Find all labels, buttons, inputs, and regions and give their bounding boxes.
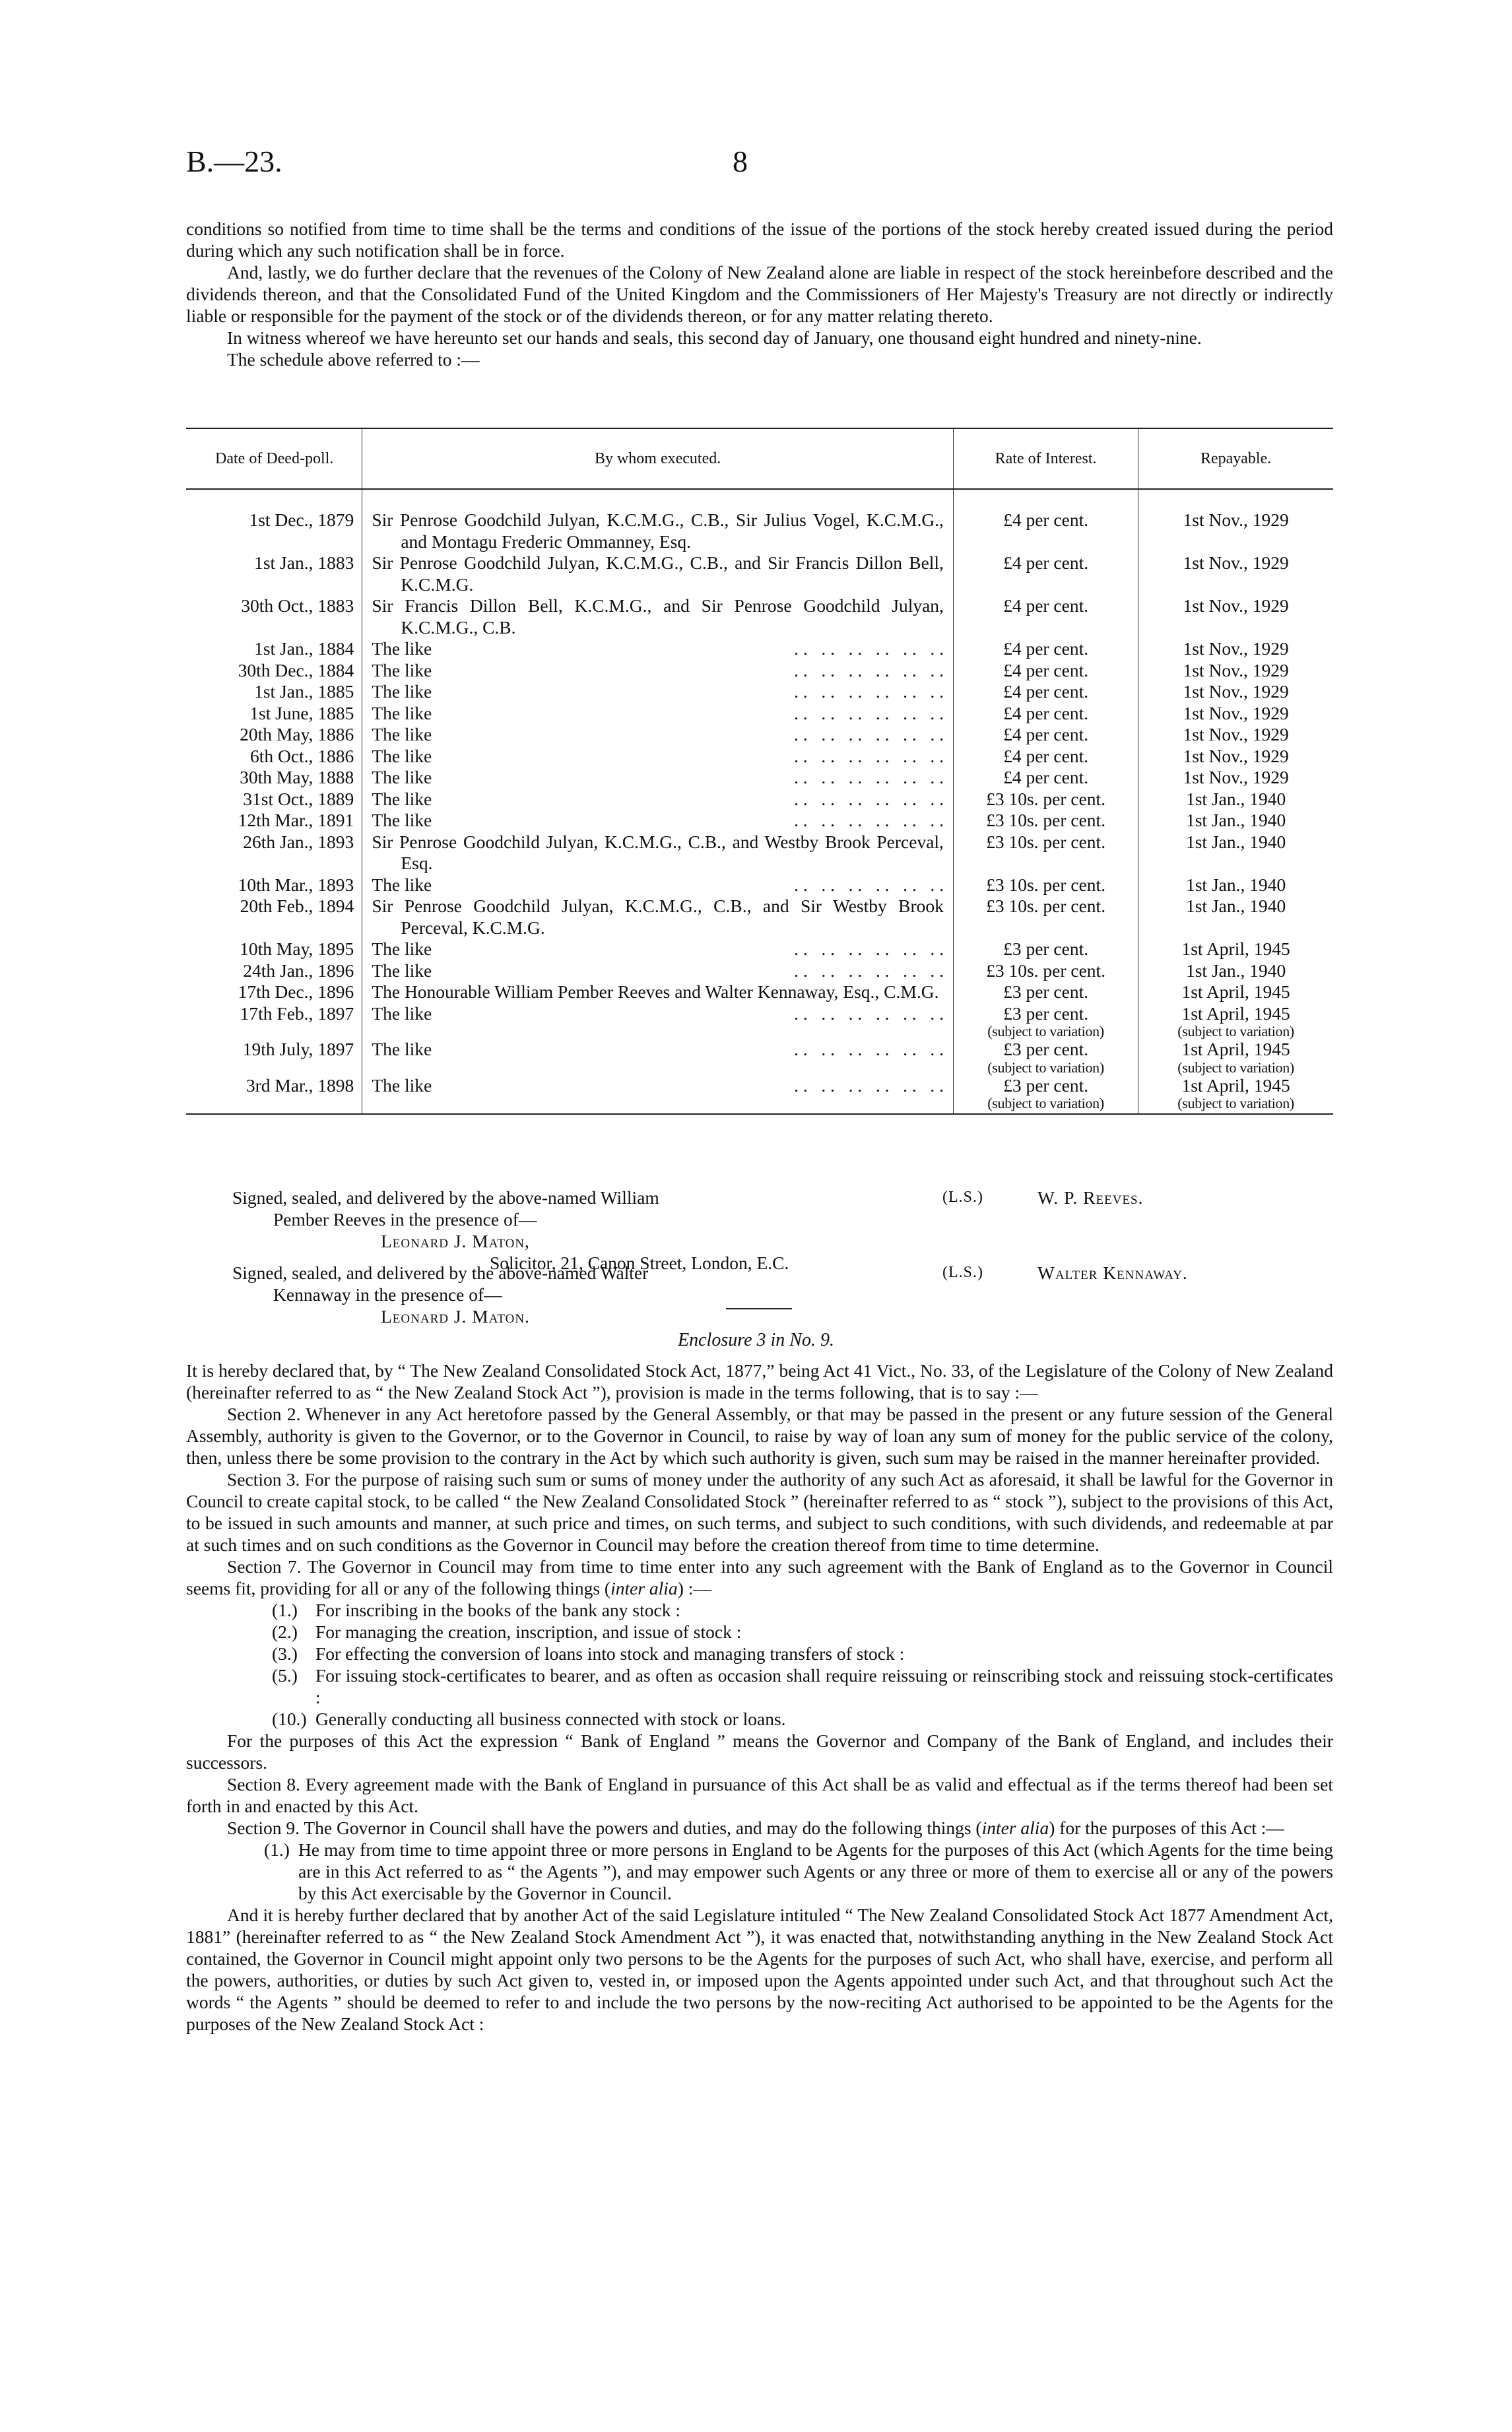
schedule-repayable — [1138, 1039, 1333, 1075]
schedule-repayable — [1138, 874, 1333, 896]
intro-text — [186, 218, 1333, 370]
schedule-date: 6th Oct., 1886 — [186, 746, 362, 768]
schedule-executed-by — [362, 595, 954, 638]
rate-value: £4 per cent. — [1003, 509, 1089, 530]
header-rate: Rate of Interest. — [953, 428, 1138, 489]
repayable-note: (subject to variation) — [1177, 1095, 1294, 1111]
schedule-rate — [953, 638, 1138, 660]
schedule-repayable — [1138, 1003, 1333, 1039]
executed-by-text: The like — [372, 788, 432, 809]
schedule-date: 30th Dec., 1884 — [186, 660, 362, 682]
leader-dots: . . . . . . . . . . . . — [794, 874, 944, 895]
leader-dots: . . . . . . . . . . . . — [794, 1074, 944, 1096]
body-section-9 — [186, 1817, 1333, 1839]
rate-value: £3 10s. per cent. — [986, 874, 1106, 895]
section-7-item-number: (2.) — [272, 1622, 298, 1642]
schedule-rate — [953, 767, 1138, 789]
schedule-repayable — [1138, 767, 1333, 789]
executed-by-text: The like — [372, 767, 432, 787]
schedule-executed-by — [362, 681, 954, 703]
body-section-8: Section 8. Every agreement made with the Bank of England in pursuance of this Act shall be as valid and effectual as if the terms thereof had been set forth in and enacted by this Act. — [186, 1774, 1333, 1816]
executed-by-text: The like — [372, 681, 432, 702]
signature-text-line: Pember Reeves in the presence of— — [273, 1209, 537, 1230]
schedule-repayable — [1138, 746, 1333, 768]
signer-name: W. P. Reeves. — [1037, 1187, 1144, 1208]
repayable-value: 1st April, 1945 — [1181, 1074, 1290, 1096]
rate-value: £4 per cent. — [1003, 745, 1089, 766]
schedule-repayable — [1138, 960, 1333, 982]
schedule-date: 10th Mar., 1893 — [186, 874, 362, 896]
leader-dots: . . . . . . . . . . . . — [794, 681, 944, 702]
header-executed-by: By whom executed. — [362, 428, 954, 489]
schedule-rate — [953, 960, 1138, 982]
body-section-7 — [186, 1556, 1333, 1599]
section-7-list — [186, 1599, 1333, 1730]
leader-dots: . . . . . . . . . . . . — [794, 724, 944, 744]
section-7-item — [186, 1708, 1333, 1730]
schedule-repayable — [1138, 724, 1333, 746]
schedule-executed-by — [362, 981, 954, 1003]
rate-value: £3 per cent. — [1003, 1002, 1089, 1024]
leader-dots: . . . . . . . . . . . . — [794, 1002, 944, 1024]
schedule-row — [186, 1075, 1333, 1115]
section-7-item-number: (1.) — [272, 1600, 298, 1620]
repayable-value: 1st Nov., 1929 — [1183, 745, 1289, 766]
rate-value: £4 per cent. — [1003, 724, 1089, 744]
executed-by-text: The Honourable William Pember Reeves and Walter Kennaway, Esq., C.M.G. — [372, 981, 939, 1002]
schedule-date: 3rd Mar., 1898 — [186, 1075, 362, 1115]
repayable-value: 1st April, 1945 — [1181, 1039, 1290, 1059]
section-7-item — [186, 1643, 1333, 1664]
schedule-date: 30th Oct., 1883 — [186, 595, 362, 638]
schedule-repayable — [1138, 595, 1333, 638]
schedule-repayable — [1138, 660, 1333, 682]
schedule-row — [186, 1003, 1333, 1039]
schedule-row — [186, 810, 1333, 832]
schedule-date: 20th May, 1886 — [186, 724, 362, 746]
schedule-executed-by — [362, 724, 954, 746]
repayable-value: 1st Nov., 1929 — [1183, 595, 1289, 616]
section-7-item-text: For managing the creation, inscription, and issue of stock : — [315, 1622, 742, 1642]
repayable-value: 1st April, 1945 — [1181, 981, 1290, 1002]
schedule-row — [186, 789, 1333, 810]
body-bank-definition: For the purposes of this Act the expression “ Bank of England ” means the Governor and Company of the Bank of England, and includes their successors. — [186, 1730, 1333, 1773]
enclosure-heading: Enclosure 3 in No. 9. — [678, 1330, 834, 1350]
repayable-value: 1st Nov., 1929 — [1183, 702, 1289, 723]
intro-paragraph-continuation: conditions so notified from time to time shall be the terms and conditions of the issue of the portions of the stock hereby created issued during the period during which any such notification shall be in force. — [186, 218, 1333, 261]
schedule-date: 24th Jan., 1896 — [186, 960, 362, 982]
signature-block-kennaway — [232, 1262, 648, 1327]
leader-dots: . . . . . . . . . . . . — [794, 960, 944, 981]
schedule-date: 1st June, 1885 — [186, 703, 362, 725]
schedule-repayable — [1138, 638, 1333, 660]
schedule-rate — [953, 595, 1138, 638]
rate-value: £4 per cent. — [1003, 552, 1089, 573]
repayable-value: 1st Jan., 1940 — [1185, 810, 1286, 830]
schedule-row — [186, 746, 1333, 768]
schedule-rate — [953, 746, 1138, 768]
schedule-rate — [953, 1039, 1138, 1075]
schedule-repayable — [1138, 896, 1333, 938]
schedule-header-row — [186, 428, 1333, 489]
repayable-value: 1st Nov., 1929 — [1183, 767, 1289, 787]
schedule-executed-by — [362, 552, 954, 595]
leader-dots: . . . . . . . . . . . . — [794, 788, 944, 809]
section-7-text-end: ) :— — [677, 1578, 711, 1598]
leader-dots: . . . . . . . . . . . . — [794, 810, 944, 830]
schedule-row — [186, 552, 1333, 595]
schedule-date: 17th Dec., 1896 — [186, 981, 362, 1003]
schedule-repayable — [1138, 1075, 1333, 1115]
header-date: Date of Deed-poll. — [186, 428, 362, 489]
schedule-executed-by — [362, 638, 954, 660]
schedule-rate — [953, 1075, 1138, 1115]
repayable-value: 1st April, 1945 — [1181, 1002, 1290, 1024]
rate-value: £4 per cent. — [1003, 681, 1089, 702]
executed-by-text: Sir Penrose Goodchild Julyan, K.C.M.G., C.B., and Sir Westby Brook Perceval, K.C.M.G. — [372, 896, 944, 938]
schedule-repayable — [1138, 509, 1333, 552]
header-repayable: Repayable. — [1138, 428, 1333, 489]
schedule-date: 19th July, 1897 — [186, 1039, 362, 1075]
signature-text-line: Kennaway in the presence of— — [273, 1284, 502, 1305]
section-7-item-number: (3.) — [272, 1643, 298, 1664]
repayable-value: 1st Nov., 1929 — [1183, 509, 1289, 530]
rate-value: £3 per cent. — [1003, 1074, 1089, 1096]
leader-dots: . . . . . . . . . . . . — [794, 659, 944, 680]
schedule-executed-by — [362, 703, 954, 725]
schedule-row — [186, 638, 1333, 660]
body-section-3: Section 3. For the purpose of raising such sum or sums of money under the authority of any such Act as aforesaid, it shall be lawful for the Governor in Council to create capital stock, to be called “ the New Zealand Consolidated Stock ” (hereinafter referred to as “ stock ”), subject to the provisions of this Act, to be issued in such amounts and manner, at such price and times, on such terms, and subject to such conditions, with such dividends, and redeemable at par at such times and on such conditions as the Governor in Council may before the creation thereof from time to time determine. — [186, 1469, 1333, 1555]
body-final-paragraph: And it is hereby further declared that by another Act of the said Legislature intituled “ The New Zealand Consolidated Stock Act 1877 Amendment Act, 1881” (hereinafter referred to as “ the New Zealand Stock Amendment Act ”), it was enacted that, notwithstanding anything in the New Zealand Stock Act contained, the Governor in Council might appoint only two persons to be the Agents for the purposes of such Act, who shall have, exercise, and perform all the powers, authorities, or duties by such Act given to, vested in, or imposed upon the Agents appointed under such Act, and that throughout such Act the words “ the Agents ” should be deemed to refer to and include the two persons by the now-reciting Act authorised to be appointed to be the Agents for the purposes of the New Zealand Stock Act : — [186, 1905, 1333, 2034]
schedule-date: 1st Dec., 1879 — [186, 509, 362, 552]
leader-dots: . . . . . . . . . . . . — [794, 767, 944, 787]
schedule-executed-by — [362, 509, 954, 552]
section-7-item — [186, 1664, 1333, 1708]
schedule-date: 20th Feb., 1894 — [186, 896, 362, 938]
rate-note: (subject to variation) — [987, 1095, 1104, 1111]
intro-paragraph-revenues: And, lastly, we do further declare that the revenues of the Colony of New Zealand alone are liable in respect of the stock hereinbefore described and the dividends thereon, and that the Consolidated Fund of the United Kingdom and the Commissioners of Her Majesty's Treasury are not directly or indirectly liable or responsible for the payment of the stock or of the dividends thereon, or for any matter relating thereto. — [186, 262, 1333, 326]
schedule-rate — [953, 874, 1138, 896]
schedule-rate — [953, 552, 1138, 595]
schedule-repayable — [1138, 552, 1333, 595]
signature-text-line: Signed, sealed, and delivered by the above-named William — [232, 1187, 659, 1208]
schedule-executed-by — [362, 660, 954, 682]
schedule-rate — [953, 509, 1138, 552]
schedule-table — [186, 428, 1333, 1115]
leader-dots: . . . . . . . . . . . . — [794, 745, 944, 766]
schedule-executed-by — [362, 896, 954, 938]
schedule-row — [186, 660, 1333, 682]
repayable-value: 1st April, 1945 — [1181, 938, 1290, 959]
schedule-row — [186, 832, 1333, 874]
schedule-executed-by — [362, 874, 954, 896]
executed-by-text: The like — [372, 724, 432, 744]
intro-paragraph-witness: In witness whereof we have hereunto set our hands and seals, this second day of January, one thousand eight hundred and ninety-nine. — [227, 327, 1202, 348]
schedule-executed-by — [362, 1075, 954, 1115]
repayable-value: 1st Nov., 1929 — [1183, 681, 1289, 702]
rate-value: £3 per cent. — [1003, 1039, 1089, 1059]
signature-text-line: Signed, sealed, and delivered by the above-named Walter — [232, 1263, 649, 1283]
rate-value: £4 per cent. — [1003, 702, 1089, 723]
section-7-item-text: Generally conducting all business connected with stock or loans. — [315, 1709, 786, 1729]
schedule-rate — [953, 789, 1138, 810]
executed-by-text: Sir Francis Dillon Bell, K.C.M.G., and Sir Penrose Goodchild Julyan, K.C.M.G., C.B. — [372, 595, 944, 638]
schedule-rate — [953, 660, 1138, 682]
witness-detail: Solicitor, 21, Canon Street, London, E.C. — [490, 1253, 789, 1273]
schedule-repayable — [1138, 832, 1333, 874]
executed-by-text: The like — [372, 938, 432, 959]
intro-paragraph-schedule-ref: The schedule above referred to :— — [227, 349, 480, 370]
schedule-repayable — [1138, 810, 1333, 832]
schedule-row — [186, 595, 1333, 638]
schedule-date: 1st Jan., 1884 — [186, 638, 362, 660]
schedule-rate — [953, 981, 1138, 1003]
repayable-value: 1st Nov., 1929 — [1183, 724, 1289, 744]
schedule-date: 31st Oct., 1889 — [186, 789, 362, 810]
executed-by-text: The like — [372, 659, 432, 680]
signature-block-reeves — [232, 1187, 789, 1274]
section-9-item-number: (1.) — [264, 1839, 290, 1860]
executed-by-text: Sir Penrose Goodchild Julyan, K.C.M.G., C.B., and Sir Francis Dillon Bell, K.C.M.G. — [372, 552, 944, 595]
schedule-date: 17th Feb., 1897 — [186, 1003, 362, 1039]
schedule-executed-by — [362, 960, 954, 982]
schedule-rate — [953, 703, 1138, 725]
executed-by-text: Sir Penrose Goodchild Julyan, K.C.M.G., C.B., Sir Julius Vogel, K.C.M.G., and Montagu Frederic Ommanney, Esq. — [372, 509, 944, 552]
witness-name: Leonard J. Maton. — [381, 1306, 530, 1327]
leader-dots: . . . . . . . . . . . . — [794, 702, 944, 723]
repayable-value: 1st Jan., 1940 — [1185, 960, 1286, 981]
schedule-rate — [953, 1003, 1138, 1039]
rate-note: (subject to variation) — [987, 1023, 1104, 1039]
schedule-rate — [953, 810, 1138, 832]
schedule-row — [186, 703, 1333, 725]
schedule-row — [186, 767, 1333, 789]
leader-dots: . . . . . . . . . . . . — [794, 1039, 944, 1059]
rate-value: £3 per cent. — [1003, 938, 1089, 959]
section-9-text: Section 9. The Governor in Council shall have the powers and duties, and may do the following things ( — [227, 1818, 982, 1838]
schedule-row — [186, 938, 1333, 960]
section-7-item-number: (5.) — [272, 1665, 298, 1686]
rate-value: £3 10s. per cent. — [986, 960, 1106, 981]
seal-mark: (L.S.) — [942, 1264, 983, 1281]
repayable-value: 1st Nov., 1929 — [1183, 638, 1289, 659]
rate-note: (subject to variation) — [987, 1059, 1104, 1076]
schedule-date: 12th Mar., 1891 — [186, 810, 362, 832]
schedule-date: 26th Jan., 1893 — [186, 832, 362, 874]
schedule-date: 30th May, 1888 — [186, 767, 362, 789]
seal-mark: (L.S.) — [942, 1189, 983, 1206]
repayable-value: 1st Jan., 1940 — [1185, 831, 1286, 852]
schedule-executed-by — [362, 1039, 954, 1075]
page-number: 8 — [733, 145, 748, 178]
section-7-italic: inter alia — [610, 1578, 678, 1598]
executed-by-text: The like — [372, 1074, 432, 1096]
repayable-value: 1st Nov., 1929 — [1183, 659, 1289, 680]
section-9-text-end: ) for the purposes of this Act :— — [1049, 1818, 1284, 1838]
rate-value: £3 10s. per cent. — [986, 810, 1106, 830]
executed-by-text: The like — [372, 1002, 432, 1024]
executed-by-text: The like — [372, 810, 432, 830]
schedule-repayable — [1138, 981, 1333, 1003]
schedule-date: 1st Jan., 1885 — [186, 681, 362, 703]
schedule-repayable — [1138, 938, 1333, 960]
rate-value: £4 per cent. — [1003, 595, 1089, 616]
executed-by-text: The like — [372, 745, 432, 766]
rate-value: £4 per cent. — [1003, 659, 1089, 680]
leader-dots: . . . . . . . . . . . . — [794, 938, 944, 959]
section-7-item-text: For inscribing in the books of the bank any stock : — [315, 1600, 680, 1620]
repayable-value: 1st Jan., 1940 — [1185, 788, 1286, 809]
section-7-item-text: For issuing stock-certificates to bearer, and as often as occasion shall require reissuing or reinscribing stock and reissuing stock-certificates : — [315, 1665, 1333, 1707]
repayable-value: 1st Jan., 1940 — [1185, 896, 1286, 916]
schedule-row — [186, 724, 1333, 746]
schedule-executed-by — [362, 789, 954, 810]
repayable-value: 1st Nov., 1929 — [1183, 552, 1289, 573]
schedule-row — [186, 681, 1333, 703]
rate-value: £3 per cent. — [1003, 981, 1089, 1002]
rate-value: £3 10s. per cent. — [986, 896, 1106, 916]
schedule-date: 10th May, 1895 — [186, 938, 362, 960]
schedule-repayable — [1138, 703, 1333, 725]
schedule-date: 1st Jan., 1883 — [186, 552, 362, 595]
executed-by-text: The like — [372, 960, 432, 981]
schedule-rate — [953, 724, 1138, 746]
leader-dots: . . . . . . . . . . . . — [794, 638, 944, 659]
section-9-item-text: He may from time to time appoint three or more persons in England to be Agents for the purposes of this Act (which Agents for the time being are in this Act referred to as “ the Agents ”), and may empower such Agents or any three or more of them to exercise all or any of the powers by this Act exercisable by the Governor in Council. — [298, 1839, 1333, 1903]
repayable-value: 1st Jan., 1940 — [1185, 874, 1286, 895]
section-7-item-number: (10.) — [272, 1709, 307, 1729]
schedule-repayable — [1138, 681, 1333, 703]
repayable-note: (subject to variation) — [1177, 1059, 1294, 1076]
section-7-text: Section 7. The Governor in Council may from time to time enter into any such agreement with the Bank of England as to the Governor in Council seems fit, providing for all or any of the following things ( — [186, 1556, 1333, 1598]
section-7-item-text: For effecting the conversion of loans into stock and managing transfers of stock : — [315, 1643, 905, 1664]
enclosure-body — [186, 1360, 1333, 2035]
executed-by-text: The like — [372, 1039, 432, 1059]
schedule-executed-by — [362, 938, 954, 960]
schedule-executed-by — [362, 810, 954, 832]
series-number: B.—23. — [186, 145, 282, 178]
schedule-rate — [953, 896, 1138, 938]
body-paragraph-intro: It is hereby declared that, by “ The New Zealand Consolidated Stock Act, 1877,” being Act 41 Vict., No. 33, of the Legislature of the Colony of New Zealand (hereinafter referred to as “ the New Zealand Stock Act ”), provision is made in the terms following, that is to say :— — [186, 1360, 1333, 1402]
divider — [726, 1308, 792, 1309]
rate-value: £3 10s. per cent. — [986, 831, 1106, 852]
rate-value: £4 per cent. — [1003, 638, 1089, 659]
executed-by-text: The like — [372, 874, 432, 895]
section-7-item — [186, 1621, 1333, 1643]
section-9-italic: inter alia — [981, 1818, 1049, 1838]
schedule-row — [186, 874, 1333, 896]
schedule-row — [186, 1039, 1333, 1075]
schedule-row — [186, 960, 1333, 982]
section-9-item — [186, 1839, 1333, 1904]
repayable-note: (subject to variation) — [1177, 1023, 1294, 1039]
schedule-rate — [953, 938, 1138, 960]
schedule-executed-by — [362, 767, 954, 789]
witness-name: Leonard J. Maton, — [381, 1231, 530, 1251]
schedule-row — [186, 896, 1333, 938]
schedule-executed-by — [362, 832, 954, 874]
schedule-row — [186, 509, 1333, 552]
schedule-executed-by — [362, 746, 954, 768]
rate-value: £4 per cent. — [1003, 767, 1089, 787]
body-section-2: Section 2. Whenever in any Act heretofore passed by the General Assembly, or that may be passed in the present or any future session of the General Assembly, authority is given to the Governor, or to the Governor in Council, to raise by way of loan any sum of money for the public service of the colony, then, unless there be some provision to the contrary in the Act by which such authority is given, such sum may be raised in the manner hereinafter provided. — [186, 1404, 1333, 1468]
executed-by-text: The like — [372, 702, 432, 723]
schedule-rate — [953, 681, 1138, 703]
schedule-body — [186, 489, 1333, 1114]
schedule-executed-by — [362, 1003, 954, 1039]
rate-value: £3 10s. per cent. — [986, 788, 1106, 809]
schedule-repayable — [1138, 789, 1333, 810]
executed-by-text: The like — [372, 638, 432, 659]
schedule-rate — [953, 832, 1138, 874]
executed-by-text: Sir Penrose Goodchild Julyan, K.C.M.G., C.B., and Westby Brook Perceval, Esq. — [372, 831, 944, 873]
section-7-item — [186, 1599, 1333, 1621]
schedule-row — [186, 981, 1333, 1003]
signer-name: Walter Kennaway. — [1037, 1263, 1188, 1283]
